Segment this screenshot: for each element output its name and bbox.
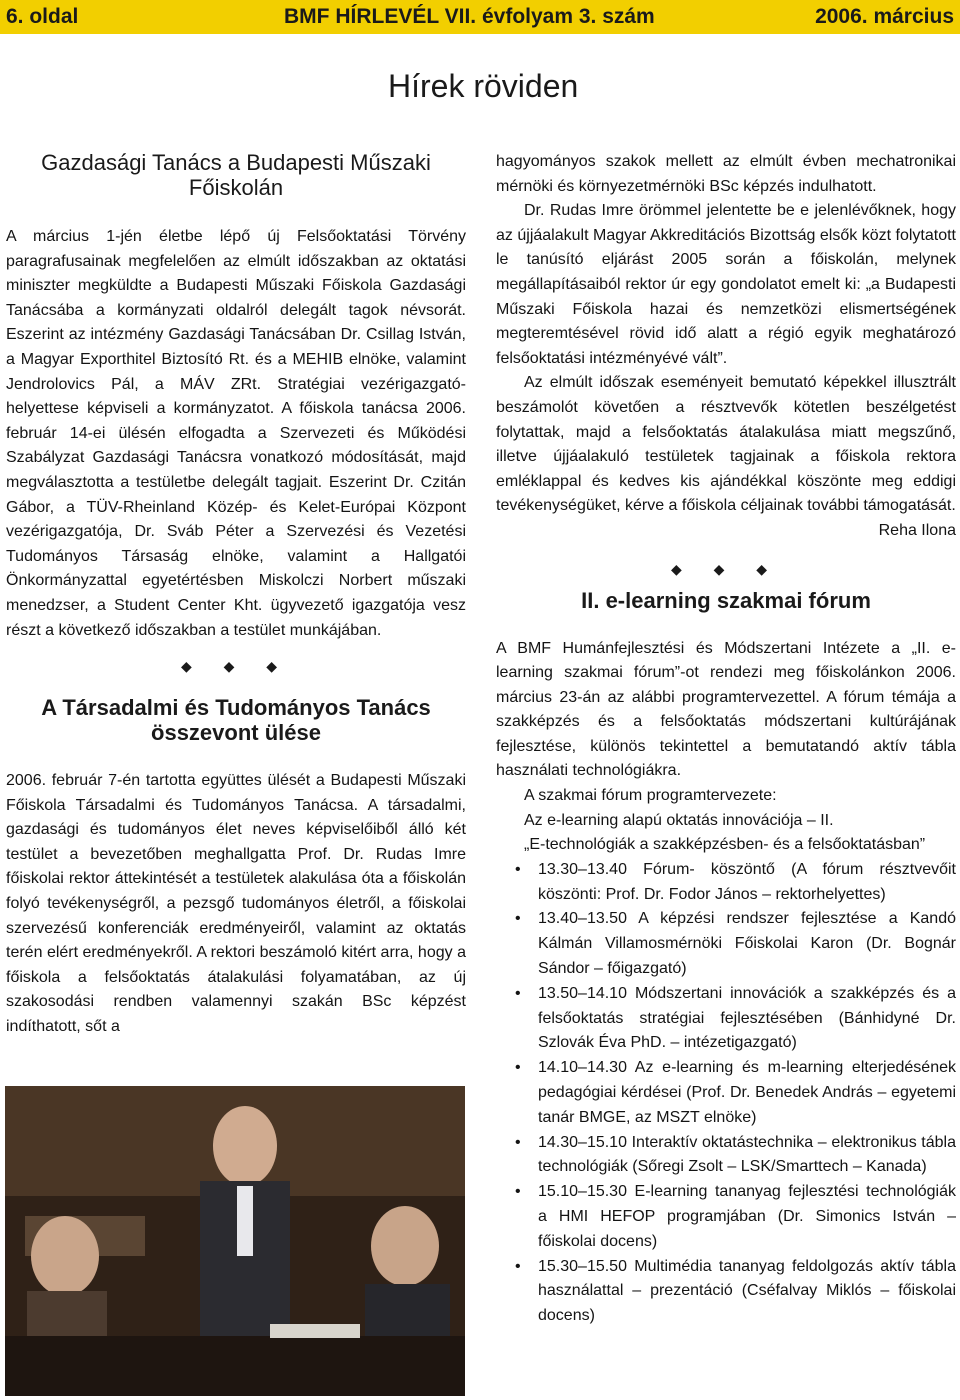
author-signature: Reha Ilona [878, 521, 956, 539]
right-column [496, 150, 956, 1329]
program-intro: A szakmai fórum programtervezete: [524, 787, 777, 805]
article-body-gazdasagi-tanacs: A március 1-jén életbe lépő új Felsőoktatási Törvény paragrafusainak megfelelően az elmúlt időszakban az oktatási miniszter megküldte a Budapesti Műszaki Főiskola Gazdasági Tanácsába a kormányzati oldalról delegált tagok névsorát. Eszerint az intézmény Gazdasági Tanácsában Dr. Csillag István, a Magyar Exporthitel Biztosító Rt. és a MEHIB elnöke, valamint Jendrolovics Pál, a MÁV ZRt. Stratégiai vezérigazgató-helyettese képviseli a kormányzatot. A főiskola tanácsa 2006. február 14-ei ülésén elfogadta a Szervezeti és Működési Szabályzat Gazdasági Tanácsra vonatkozó módosítását, majd megválasztotta a testületbe delegált tagjait. Eszerint Dr. Czitán Gábor, a TÜV-Rheinland Közép- és Kelet-Európai Központ vezérigazgatója, Dr. Sváb Péter a Szervezési és Vezetési Tudományos Társaság elnöke, valamint a Hallgatói Önkormányzattal egyetértésben Miskolczi Norbert műszaki menedzser, a Student Center Kht. ügyvezető igazgatója vesz részt a következő időszakban a testület munkájában. [6, 228, 466, 639]
program-item: • 14.10–14.30 Az e-learning és m-learning elterjedésének pedagógiai kérdései (Prof. Dr. Benedek András – egyetemi tanár BMGE, az MSZT elnöke) [496, 1056, 956, 1130]
program-subtitle: „E-technológiák a szakképzésben- és a felsőoktatásban” [524, 836, 926, 854]
article-paragraph: Dr. Rudas Imre örömmel jelentette be e jelenlévőknek, hogy az újjáalakult Magyar Akkreditációs Bizottság elsők közt folytatott le tanúsító eljárást 2005 során a főiskolán, melynek megállapításaiból rektor úr egy gondolatot emelt ki: „a Budapesti Műszaki Főiskola hazai és nemzetközi elismertségének megteremtésével rövid idő alatt a régió egyik meghatározó felsőoktatási intézményévé vált”. [496, 202, 956, 367]
program-item: • 14.30–15.10 Interaktív oktatástechnika – elektronikus tábla technológiák (Sőregi Zsolt – LSK/Smarttech – Kanada) [496, 1131, 956, 1181]
article-title-gazdasagi-tanacs [6, 150, 466, 200]
article-body-continued: hagyományos szakok mellett az elmúlt évben mechatronikai mérnöki és környezetmérnöki BSc képzés indulhatott. [496, 153, 956, 195]
article-body-elearning: A BMF Humánfejlesztési és Módszertani Intézete a „II. e-learning szakmai fórum”-ot rendezi meg főiskolánkon 2006. március 23-án az alábbi programtervezettel. A fórum témája a szakképzés és a felsőoktatás módszertani kultúrájának fejlesztése, különös tekintettel a bemutatandó aktív tábla használati technológiákra. [496, 639, 956, 780]
program-list [496, 858, 956, 1329]
program-item: • 15.30–15.50 Multimédia tananyag feldolgozás aktív tábla használattal – prezentáció (Cséfalvay Miklós – főiskolai docens) [496, 1255, 956, 1329]
title-line: A Társadalmi és Tudományos Tanács [41, 695, 431, 721]
article-body-tudomanyos-tanacs: 2006. február 7-én tartotta együttes ülését a Budapesti Műszaki Főiskola Társadalmi és Tudományos Tanácsa. A társadalmi, gazdasági és tudományos élet neves képviselőiből álló két testület a bevezetőben meghallgatta Prof. Dr. Rudas Imre főiskolai rektor áttekintését a testületek alakulása óta a főiskolán folyó tevékenységről, a pezsgő tudományos életről, a főiskolai szervezésű konferenciák eredményeiről, valamint az oktatás terén elért eredményekről. A rektori beszámoló kitért arra, hogy a főiskola a felsőoktatás átalakulási folyamatában, az új szakosodási rendben valamennyi szakán BSc képzést indíthatott, sőt a [6, 772, 466, 1036]
article-title-elearning: II. e-learning szakmai fórum [581, 587, 871, 613]
left-column [6, 150, 466, 1040]
section-title: Hírek röviden [388, 68, 579, 104]
program-item: • 13.50–14.10 Módszertani innovációk a szakképzés és a felsőoktatás stratégiai fejlesztésében (Bánhidyné Dr. Szlovák Éva PhD. – intézetigazgató) [496, 982, 956, 1056]
article-paragraph: Az elmúlt időszak eseményeit bemutató képekkel illusztrált beszámolót követően a résztvevők kötetlen beszélgetést folytattak, majd a felsőoktatás átalakulása miatt megszűnő, illetve újjáalakuló testületek tagjainak a főiskola rektora emléklappal és kedves kis ajándékkal köszönte meg eddigi tevékenységüket, kérve a főiskola céljainak további támogatását. [496, 374, 956, 515]
title-line: Gazdasági Tanács a Budapesti Műszaki [41, 150, 431, 175]
program-item: • 15.10–15.30 E-learning tananyag fejlesztési technológiák a HMI HEFOP programjában (Dr. Simonics István – főiskolai docens) [496, 1180, 956, 1254]
title-line: Főiskolán [188, 175, 284, 200]
title-line: összevont ülése [151, 720, 321, 746]
publication-title: BMF HÍRLEVÉL VII. évfolyam 3. szám [284, 5, 655, 28]
page-number: 6. oldal [6, 5, 79, 28]
program-item: • 13.40–13.50 A képzési rendszer fejlesztése a Kandó Kálmán Villamosmérnöki Főiskolai Karon (Dr. Bognár Sándor – főigazgató) [496, 907, 956, 981]
page-header [0, 0, 960, 34]
separator-diamonds: ◆ ◆ ◆ [670, 560, 782, 577]
issue-date: 2006. március [815, 5, 954, 28]
program-title: Az e-learning alapú oktatás innovációja – II. [524, 811, 834, 829]
meeting-photo [5, 1086, 465, 1396]
separator-diamonds: ◆ ◆ ◆ [180, 658, 292, 675]
article-title-tudomanyos-tanacs [6, 695, 466, 745]
program-item: • 13.30–13.40 Fórum- köszöntő (A fórum résztvevőit köszönti: Prof. Dr. Fodor János – rektorhelyettes) [496, 858, 956, 908]
meeting-photo-illustration [5, 1086, 465, 1396]
